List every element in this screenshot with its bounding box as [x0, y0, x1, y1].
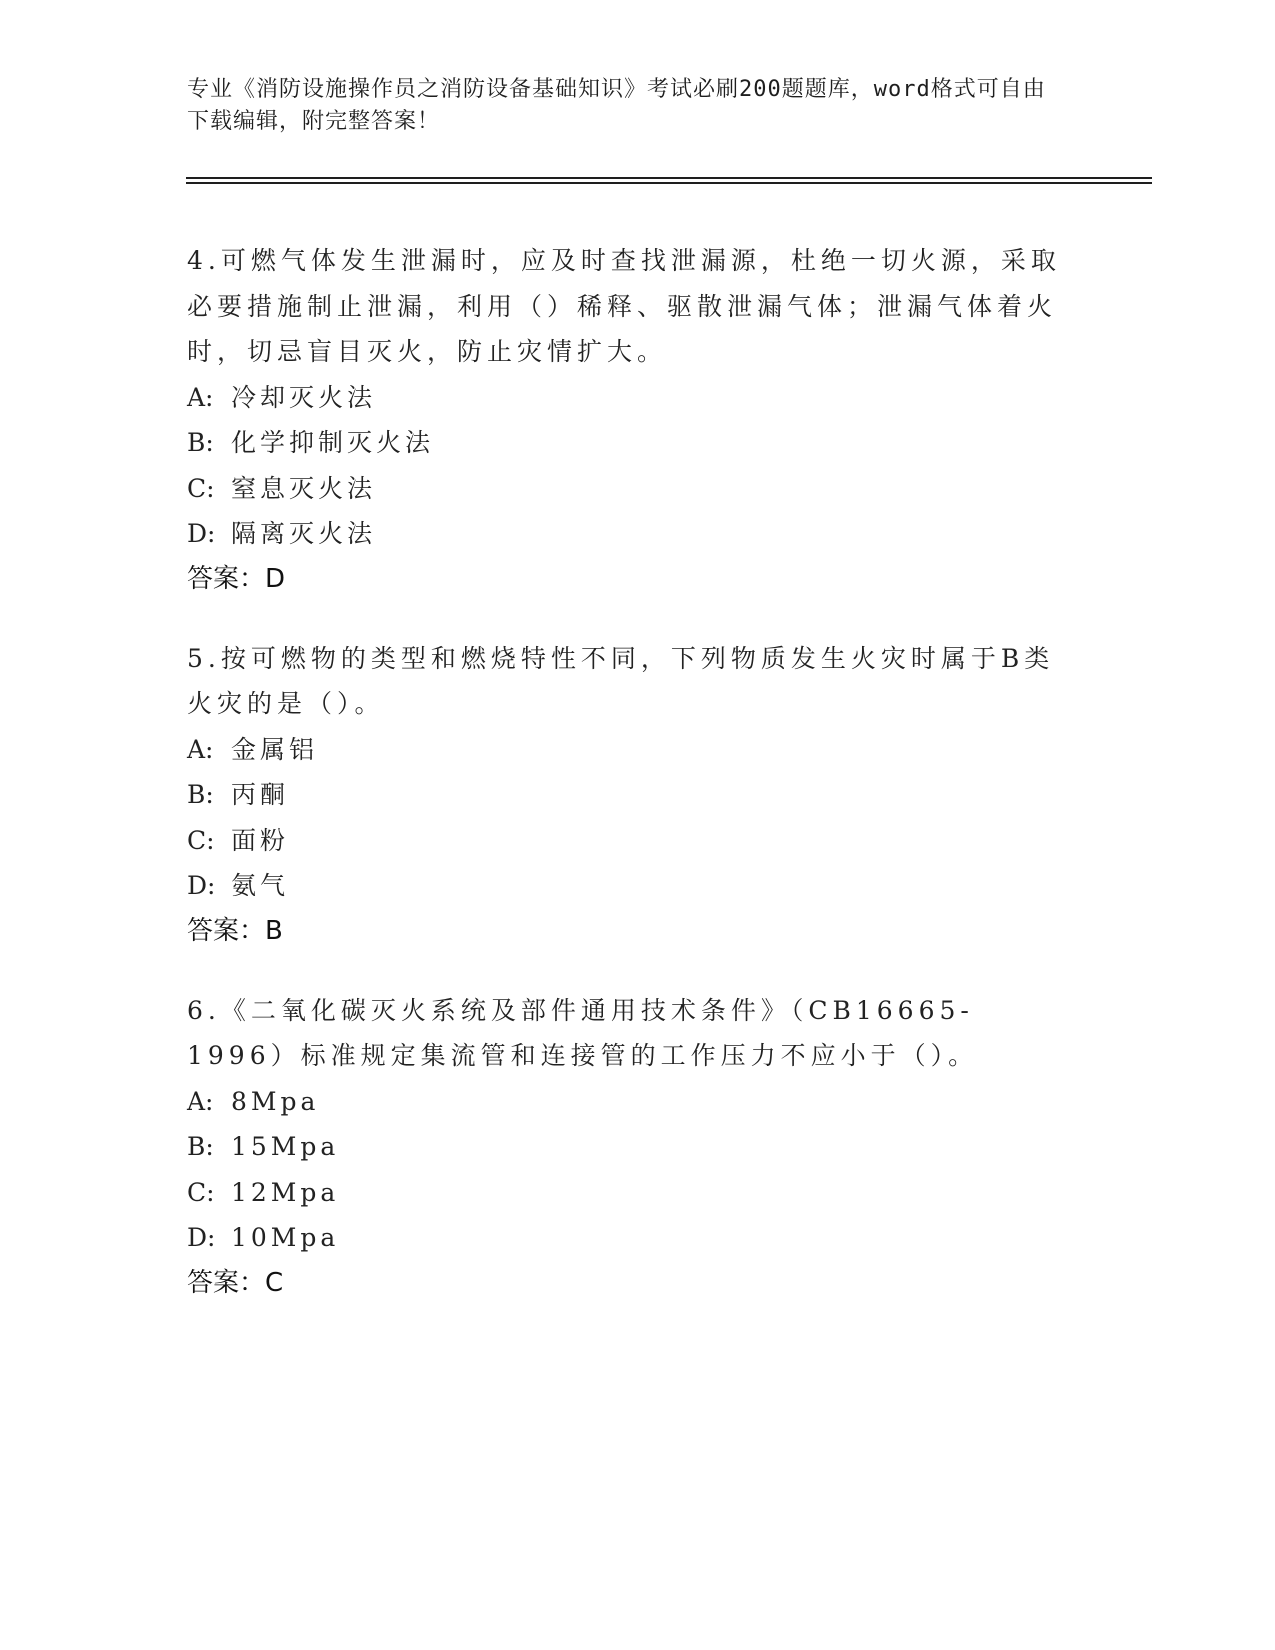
option-c	[187, 1170, 1067, 1216]
option-text: 氨气	[231, 871, 290, 900]
option-text: 12Mpa	[231, 1177, 340, 1207]
question-6	[187, 988, 1067, 1306]
option-d	[187, 511, 1067, 557]
option-text: 窒息灭火法	[231, 473, 377, 503]
option-letter: D:	[187, 871, 216, 900]
option-c	[187, 466, 1067, 512]
option-letter: D:	[187, 519, 216, 548]
option-letter: B:	[187, 780, 214, 809]
option-text: 丙酮	[231, 780, 290, 809]
question-stem: 5.按可燃物的类型和燃烧特性不同，下列物质发生火灾时属于B类火灾的是（）。	[187, 643, 1055, 718]
option-letter: D:	[187, 1223, 216, 1252]
option-letter: C:	[187, 825, 215, 855]
header-divider-bottom	[186, 182, 1152, 184]
option-letter: A:	[187, 382, 214, 412]
question-stem: 4.可燃气体发生泄漏时，应及时查找泄漏源，杜绝一切火源，采取必要措施制止泄漏，利用（）稀释、驱散泄漏气体；泄漏气体着火时，切忌盲目灭火，防止灾情扩大。	[187, 246, 1061, 366]
option-text: 10Mpa	[231, 1223, 340, 1252]
question-5	[187, 636, 1067, 954]
answer-line: 答案：B	[187, 915, 283, 946]
option-c	[187, 818, 1067, 864]
question-stem: 6.《二氧化碳灭火系统及部件通用技术条件》（CB16665-1996）标准规定集流管和连接管的工作压力不应小于（）。	[187, 995, 979, 1070]
document-header: 专业《消防设施操作员之消防设备基础知识》考试必刷200题题库，word格式可自由下载编辑，附完整答案！	[187, 77, 1046, 134]
option-letter: A:	[187, 1086, 214, 1116]
option-letter: C:	[187, 1177, 215, 1207]
answer-line: 答案：C	[187, 1267, 284, 1298]
option-b	[187, 420, 1067, 466]
option-b	[187, 1124, 1067, 1170]
option-letter: B:	[187, 1132, 214, 1161]
option-d	[187, 863, 1067, 909]
option-text: 冷却灭火法	[231, 382, 377, 412]
option-letter: C:	[187, 473, 215, 503]
option-letter: A:	[187, 734, 214, 764]
option-text: 面粉	[231, 825, 290, 855]
option-text: 化学抑制灭火法	[231, 428, 435, 457]
option-letter: B:	[187, 428, 214, 457]
option-a	[187, 1079, 1067, 1125]
option-text: 金属铝	[231, 734, 319, 764]
question-4	[187, 238, 1067, 602]
option-text: 15Mpa	[231, 1132, 340, 1161]
option-text: 8Mpa	[231, 1086, 320, 1116]
answer-line: 答案：D	[187, 563, 286, 594]
option-text: 隔离灭火法	[231, 519, 377, 548]
option-d	[187, 1215, 1067, 1261]
option-a	[187, 375, 1067, 421]
header-divider-top	[186, 177, 1152, 179]
question-list	[187, 238, 1067, 1340]
option-b	[187, 772, 1067, 818]
option-a	[187, 727, 1067, 773]
